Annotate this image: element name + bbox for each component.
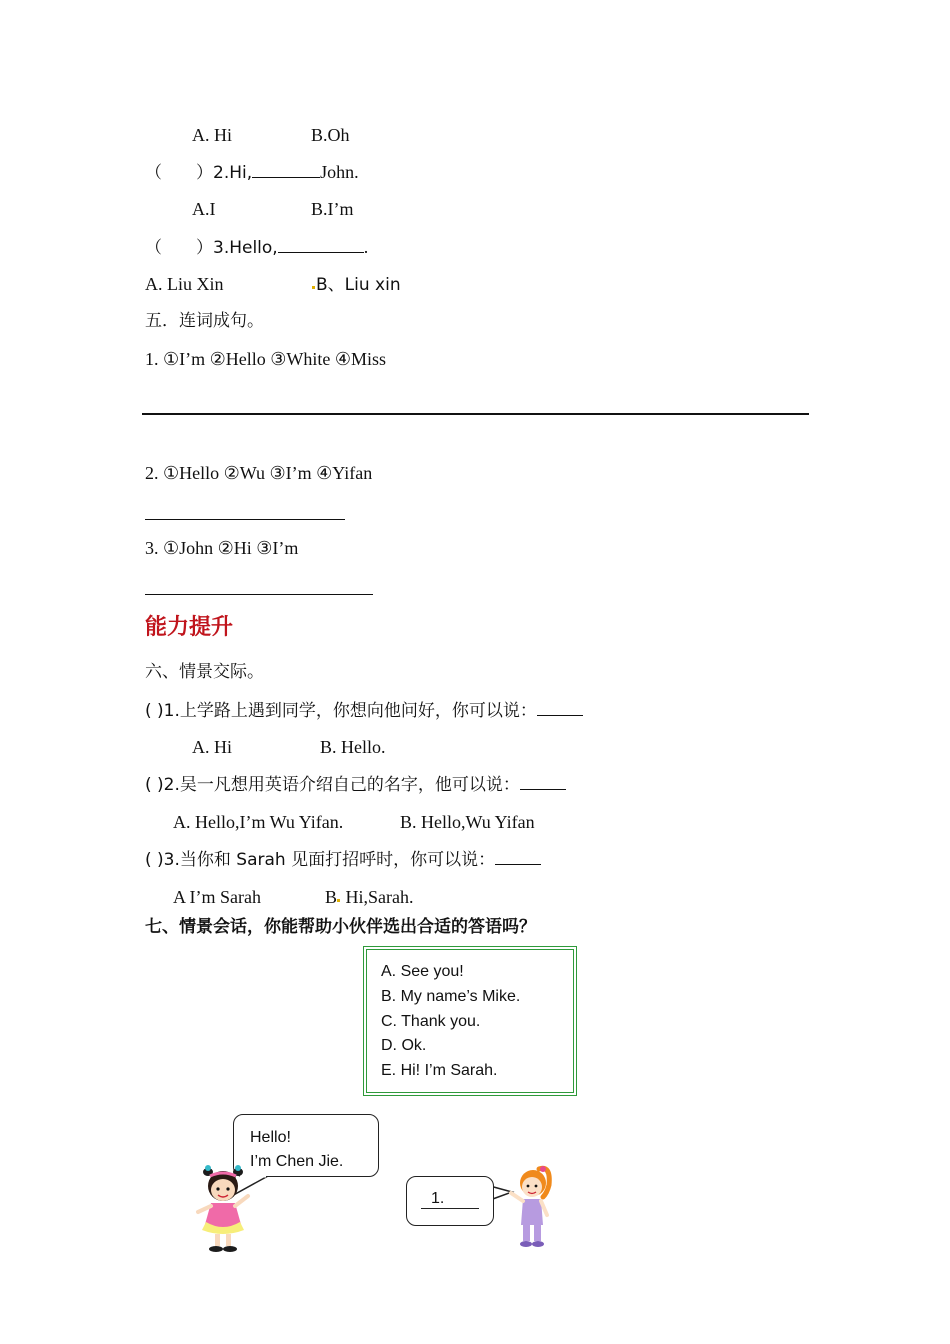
- section6-q2-option-b: B. Hello,Wu Yifan: [400, 812, 535, 832]
- section6-q3-option-b-letter: B: [325, 887, 338, 907]
- option-a: A. See you!: [381, 963, 464, 980]
- section5-item-1: 1. ①I’m ②Hello ③White ④Miss: [145, 349, 387, 369]
- girl-chen-jie-illustration: [194, 1162, 254, 1254]
- q4-3-prefix: （ ）3.Hello,: [145, 238, 278, 258]
- option-c: C. Thank you.: [381, 1013, 481, 1030]
- ability-heading: 能力提升: [145, 615, 234, 640]
- q4-1-option-b: B.Oh: [311, 125, 350, 145]
- speech-bubble-answer-1: [406, 1176, 494, 1226]
- option-e: E. Hi! I’m Sarah.: [381, 1062, 498, 1079]
- bubble1-line1: Hello!: [250, 1129, 291, 1146]
- section6-q1-text: ( )1.上学路上遇到同学，你想向他问好，你可以说：: [145, 701, 537, 721]
- bubble2-label: 1.: [431, 1190, 445, 1207]
- q4-2-suffix: John.: [320, 162, 359, 182]
- section6-q3-option-a: A I’m Sarah: [173, 887, 261, 907]
- section6-q3-option-b: Hi,Sarah.: [341, 887, 414, 907]
- q4-3-option-b: B、Liu xin: [316, 275, 401, 295]
- q4-1-option-a: A. Hi: [192, 125, 232, 145]
- q4-2-option-b: B.I’m: [311, 199, 354, 219]
- section6-q2-text: ( )2.吴一凡想用英语介绍自己的名字，他可以说：: [145, 775, 520, 795]
- q4-2-prefix: （ ）2.Hi,: [145, 163, 253, 183]
- option-d: D. Ok.: [381, 1037, 427, 1054]
- section7-title: 七、情景会话，你能帮助小伙伴选出合适的答语吗？: [145, 917, 536, 937]
- answer-blank-1[interactable]: [421, 1208, 479, 1209]
- option-b: B. My name’s Mike.: [381, 988, 521, 1005]
- q4-3-suffix: .: [363, 237, 369, 257]
- section6-q2-option-a: A. Hello,I’m Wu Yifan.: [173, 812, 344, 832]
- section6-q1-option-b: B. Hello.: [320, 737, 386, 757]
- section6-q3-text: ( )3.当你和 Sarah 见面打招呼时，你可以说：: [145, 850, 496, 870]
- section6-title: 六、情景交际。: [145, 662, 264, 682]
- q4-2-option-a: A.I: [192, 199, 216, 219]
- girl-sarah-illustration: [507, 1163, 557, 1249]
- section5-item-3: 3. ①John ②Hi ③I’m: [145, 538, 299, 558]
- section6-q1-option-a: A. Hi: [192, 737, 232, 757]
- section5-title: 五．连词成句。: [145, 311, 264, 331]
- q4-3-option-a: A. Liu Xin: [145, 274, 224, 294]
- section5-item-2: 2. ①Hello ②Wu ③I’m ④Yifan: [145, 463, 373, 483]
- bubble1-line2: I’m Chen Jie.: [250, 1153, 344, 1170]
